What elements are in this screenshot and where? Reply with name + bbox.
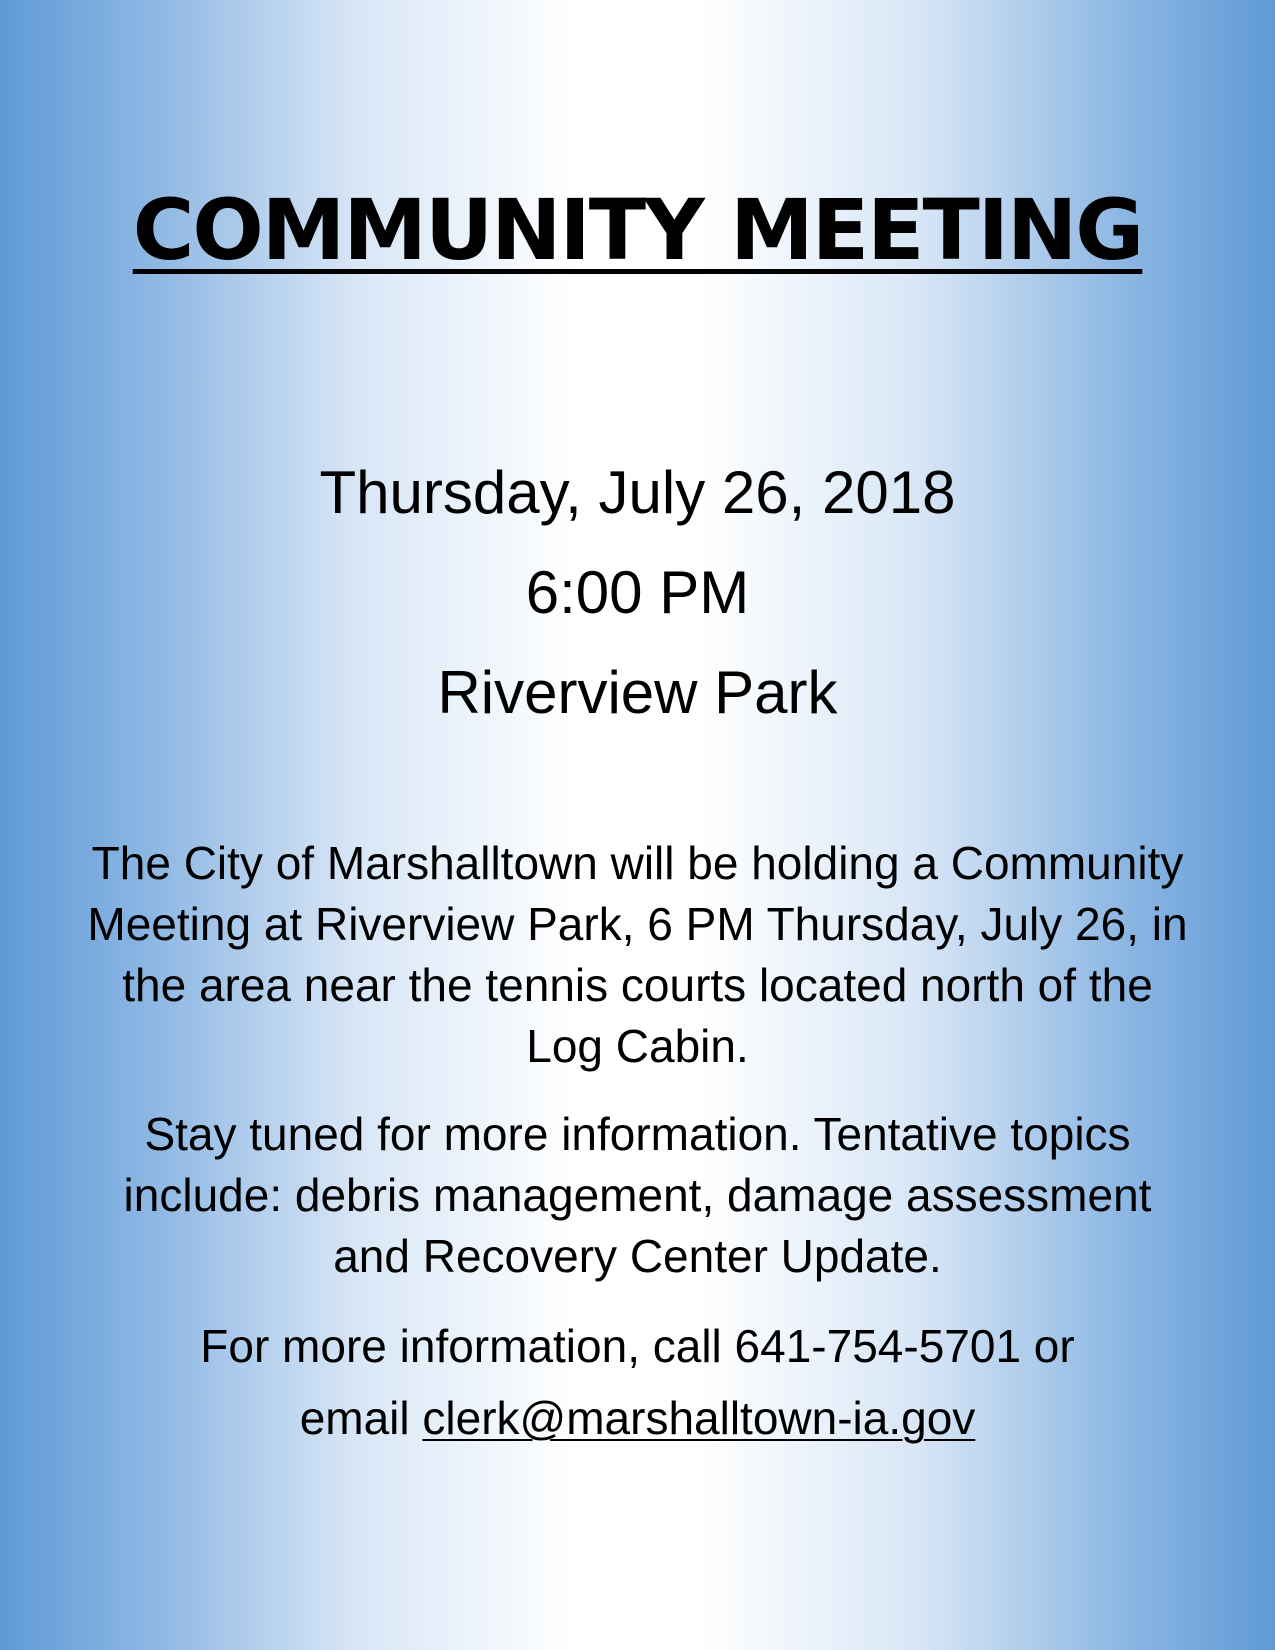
contact-email-line — [0, 1388, 1275, 1449]
meeting-date: Thursday, July 26, 2018 — [319, 459, 956, 526]
email-prefix: email — [299, 1392, 410, 1444]
meeting-topics: Stay tuned for more information. Tentative topics include: debris management, damage assessment and Recovery Center Update. — [123, 1108, 1152, 1282]
meeting-time: 6:00 PM — [525, 559, 750, 626]
meeting-location: Riverview Park — [437, 659, 838, 726]
flyer-title — [0, 178, 1275, 282]
email-link[interactable]: clerk@marshalltown-ia.gov — [422, 1392, 976, 1444]
meeting-description: The City of Marshalltown will be holding a Community Meeting at Riverview Park, 6 PM Thursday, July 26, in the area near the tennis courts located north of the Log Cabin. — [87, 837, 1188, 1072]
contact-phone-line: For more information, call 641-754-5701 or — [200, 1320, 1075, 1372]
flyer-title-text: COMMUNITY MEETING — [132, 181, 1143, 279]
